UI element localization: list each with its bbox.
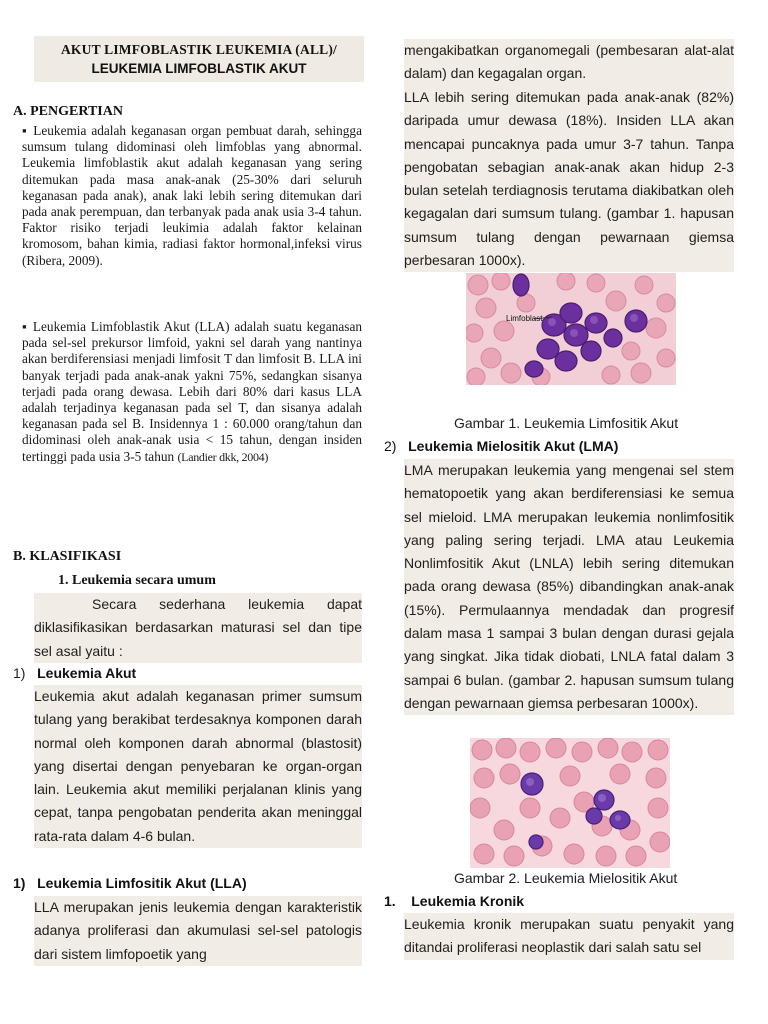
left-column	[12, 36, 364, 82]
section-b-heading: B. KLASIFIKASI	[13, 549, 122, 564]
title-box	[34, 36, 364, 82]
classification-intro: Secara sederhana leukemia dapat diklasifikasikan berdasarkan maturasi sel dan tipe sel asal yaitu :	[34, 593, 362, 663]
title-line-1: AKUT LIMFOBLASTIK LEUKEMIA (ALL)/	[60, 42, 338, 57]
limfoblast-image	[466, 273, 676, 385]
figure-1-caption: Gambar 1. Leukemia Limfositik Akut	[454, 415, 679, 431]
figure-2-micrograph	[470, 738, 670, 868]
lma-text: LMA merupakan leukemia yang mengenai sel stem hematopoetik yang akan berdiferensiasi ke semua sel mieloid. LMA merupakan leukemia nonlimfositik yang paling sering terjadi. LMA atau Leukemia Nonlimfositik Akut (LNLA) lebih sering ditemukan pada orang dewasa (85%) dibandingkan anak-anak (15%). Permulaannya mendadak dan progresif dalam masa 1 sampai 3 bulan dengan durasi gejala yang singkat. Jika tidak diobati, LNLA fatal dalam 3 sampai 6 bulan. (gambar 2. hapusan sumsum tulang dengan pewarnaan giemsa perbesaran 1000x).	[404, 459, 734, 715]
item-number: 1.	[384, 893, 396, 909]
paragraph-2-citation: (Landier dkk, 2004)	[177, 449, 269, 464]
leukemia-akut-text: Leukemia akut adalah keganasan primer sumsum tulang yang berakibat terdesaknya komponen darah normal oleh komponen darah abnormal (blastosit) yang disertai dengan penyebaran ke organ-organ lain. Leukemia akut memiliki perjalanan klinis yang cepat, tanpa pengobatan penderita akan meninggal rata-rata dalam 4-6 bulan.	[34, 685, 362, 848]
right-continuation-1: mengakibatkan organomegali (pembesaran alat-alat dalam) dan kegagalan organ.	[404, 39, 734, 86]
item-leukemia-akut-heading	[13, 665, 136, 681]
section-a-heading: A. PENGERTIAN	[13, 104, 123, 119]
figure-2-caption: Gambar 2. Leukemia Mielositik Akut	[454, 870, 678, 886]
item-title: Leukemia Limfositik Akut (LLA)	[37, 875, 247, 891]
right-continuation-2: LLA lebih sering ditemukan pada anak-anak (82%) daripada umur dewasa (18%). Insiden LLA akan mencapai puncaknya pada umur 3-7 tahun. Tanpa pengobatan sebagian anak-anak akan hidup 2-3 bulan setelah terdiagnosis terutama diakibatkan oleh kegagalan dari sumsum tulang. (gambar 1. hapusan sumsum tulang dengan pewarnaan giemsa perbesaran 1000x).	[404, 86, 734, 272]
section-a-paragraph-1: ▪ Leukemia adalah keganasan organ pembuat darah, sehingga sumsum tulang didominasi oleh limfoblas yang abnormal. Leukemia limfoblastik akut adalah keganasan yang sering ditemukan pada masa anak-anak (25-30% dari seluruh keganasan pada anak), anak laki lebih sering ditemukan dari pada anak perempuan, dan terbanyak pada anak usia 3-4 tahun. Faktor risiko terjadi leukimia adalah faktor kelainan kromosom, bahan kimia, radiasi faktor hormonal,infeksi virus (Ribera, 2009).	[22, 123, 362, 268]
item-title: Leukemia Kronik	[411, 893, 525, 909]
item-number: 1)	[13, 665, 26, 681]
title-line-2: LEUKEMIA LIMFOBLASTIK AKUT	[91, 61, 307, 76]
figure-1-micrograph	[466, 273, 676, 385]
subsection-1-heading: 1. Leukemia secara umum	[58, 573, 216, 588]
item-title: Leukemia Akut	[37, 665, 137, 681]
item-title: Leukemia Mielositik Akut (LMA)	[408, 438, 619, 454]
limfoblast-label: Limfoblast	[506, 314, 543, 323]
item-lma-heading	[384, 438, 618, 454]
mielositik-image	[470, 738, 670, 868]
section-a-paragraph-2	[22, 319, 362, 465]
paragraph-2-text: ▪ Leukemia Limfoblastik Akut (LLA) adalah suatu keganasan pada sel-sel prekursor limfoid, yakni sel darah yang nantinya akan berdiferensiasi menjadi limfosit T dan limfosit B. LLA ini banyak terjadi pada anak-anak yakni 75%, sedangkan sisanya terjadi pada orang dewasa. Lebih dari 80% dari kasus LLA adalah terjadinya keganasan pada sel T, dan sisanya adalah keganasan pada sel B. Insidennya 1 : 60.000 orang/tahun dan didominasi oleh anak-anak usia < 15 tahun, dengan insiden tertinggi pada usia 3-5 tahun	[22, 319, 362, 464]
lla-text: LLA merupakan jenis leukemia dengan karakteristik adanya proliferasi dan akumulasi sel-sel patologis dari sistem limfopoetik yang	[34, 896, 362, 966]
item-lla-heading	[13, 875, 247, 891]
kronik-text: Leukemia kronik merupakan suatu penyakit yang ditandai proliferasi neoplastik dari salah satu sel	[404, 913, 734, 960]
item-kronik-heading	[384, 893, 524, 909]
item-number: 2)	[384, 438, 397, 454]
item-number: 1)	[13, 875, 26, 891]
